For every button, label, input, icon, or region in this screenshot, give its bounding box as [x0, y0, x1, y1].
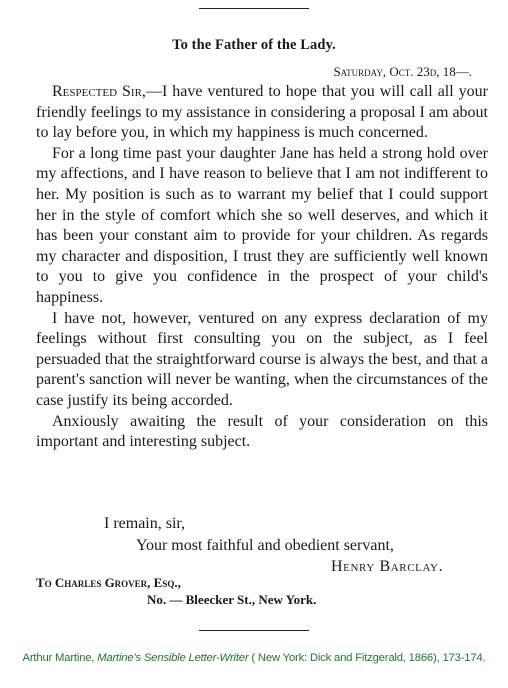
- recipient-name: To Charles Grover, Esq.,: [36, 575, 181, 590]
- signature: Henry Barclay.: [331, 558, 444, 575]
- recipient-address: No. — Bleecker St., New York.: [147, 592, 317, 607]
- source-citation: [0, 652, 508, 664]
- bottom-rule: [199, 630, 309, 631]
- top-rule: [199, 8, 309, 9]
- paragraph-text: —I have ventured to hope that you will call all your friendly feelings to my assistance in considering a proposal I am about to lay before you, in which my happiness is much concerned.: [36, 83, 488, 142]
- letter-paragraph: I have not, however, ventured on any express declaration of my feelings without first consulting you on the subject, as I feel persuaded that the straightforward course is always the best, and that a parent's sanction will never be wanting, when the circumstances of the case justify its being accorded.: [36, 309, 488, 409]
- citation-title: Martine's Sensible Letter-Writer: [97, 652, 249, 664]
- salutation: Respected Sir,: [52, 83, 146, 100]
- letter-paragraph: For a long time past your daughter Jane has held a strong hold over my affections, and I have reason to believe that I am not indifferent to her. My position is such as to warrant my belief that I could support her in the style of comfort which she so well deserves, and which it has been your constant aim to provide for your children. As regards my character and disposition, I trust they are sufficiently well known to you to give you confidence in the prospect of your child's happiness.: [36, 144, 488, 306]
- letter-dateline: Saturday, Oct. 23d, 18—.: [333, 64, 472, 79]
- letter-paragraph: Anxiously awaiting the result of your consideration on this important and interesting subject.: [36, 412, 488, 451]
- closing-line: Your most faithful and obedient servant,: [136, 537, 394, 554]
- citation-details: ( New York: Dick and Fitzgerald, 1866), 173-174.: [251, 652, 486, 664]
- closing-line: I remain, sir,: [104, 515, 186, 532]
- citation-author: Arthur Martine,: [22, 652, 95, 664]
- letter-heading: To the Father of the Lady.: [172, 37, 336, 53]
- letter-body: [36, 82, 488, 453]
- letter-paragraph: [36, 82, 488, 144]
